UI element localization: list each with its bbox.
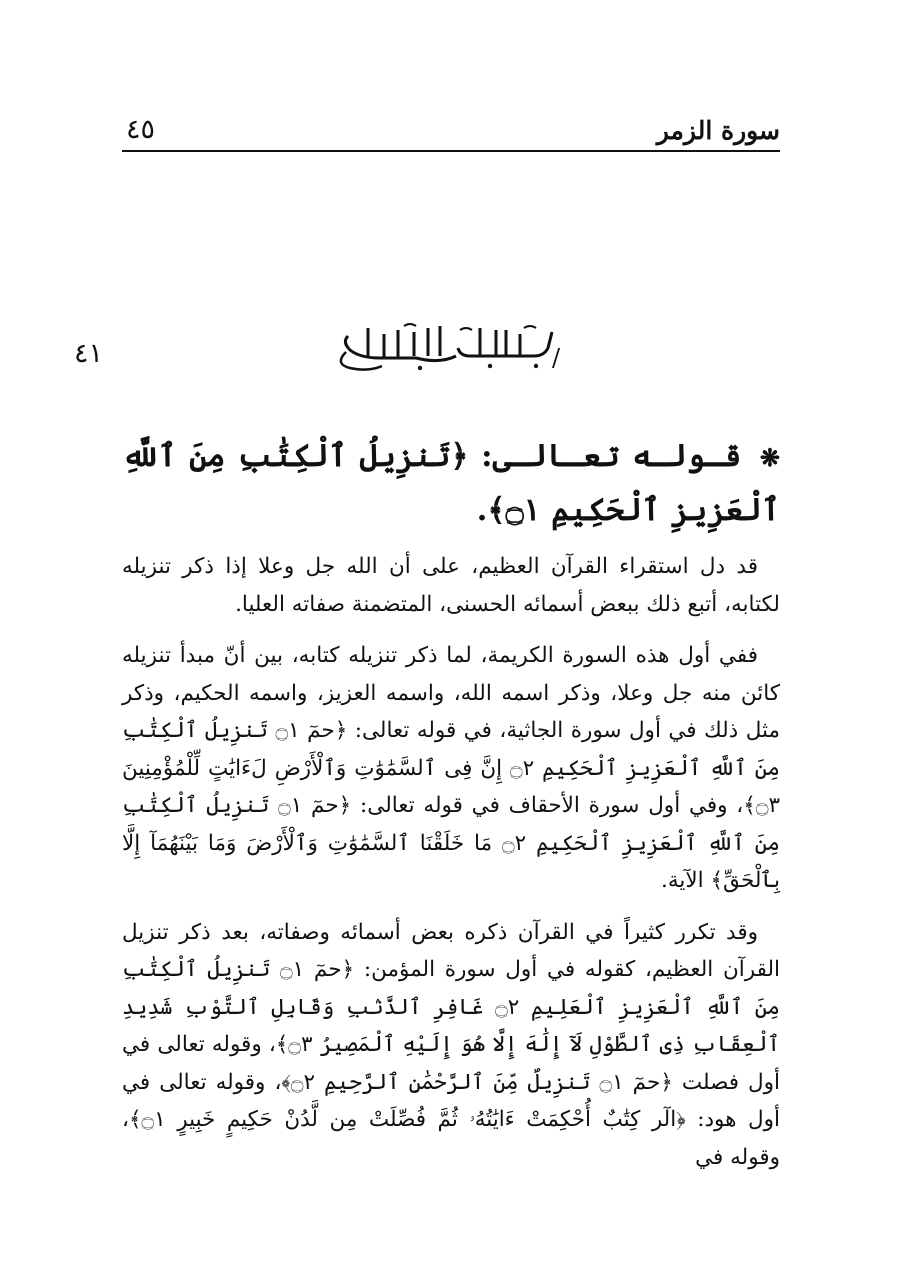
margin-page-number: ٤١ [74, 338, 104, 369]
paragraph: وقد تكرر كثيراً في القرآن ذكره بعض أسمائه وصفاته، بعد ذكر تنزيل القرآن العظيم، كقوله في أول سورة المؤمن: ﴿حمٓ ۝١ تَنزِيلُ ٱلْكِتَٰبِ مِنَ ٱللَّهِ ٱلْعَزِيزِ ٱلْعَلِيمِ ۝٢ غَافِرِ ٱلذَّنۢبِ وَقَابِلِ ٱلتَّوْبِ شَدِيدِ ٱلْعِقَابِ ذِى ٱلطَّوْلِ لَآ إِلَٰهَ إِلَّا هُوَ إِلَيْهِ ٱلْمَصِيرُ ۝٣﴾، وقوله تعالى في أول فصلت ﴿حمٓ ۝١ تَنزِيلٌ مِّنَ ٱلرَّحْمَٰنِ ٱلرَّحِيمِ ۝٢﴾، وقوله تعالى في أول هود: ﴿الٓر كِتَٰبٌ أُحْكِمَتْ ءَايَٰتُهُۥ ثُمَّ فُصِّلَتْ مِن لَّدُنْ حَكِيمٍ خَبِيرٍ ۝١﴾، وقوله في [122, 919, 781, 1170]
paragraph: قد دل استقراء القرآن العظيم، على أن الله جل وعلا إذا ذكر تنزيله لكتابه، أتبع ذلك ببعض أسمائه الحسنى، المتضمنة صفاته العليا. [122, 554, 780, 617]
basmala-calligraphy-graphic [320, 318, 560, 374]
page-body [122, 430, 780, 1190]
page-header [122, 110, 780, 152]
basmala-calligraphy [320, 318, 560, 374]
insertion-marker: / [552, 344, 561, 372]
heading-text: قـولـه تعـالـى: ﴿تَنزِيلُ ٱلْكِتَٰبِ مِنَ ٱللَّهِ ٱلْعَزِيزِ ٱلْحَكِيمِ ۝١﴾. [122, 438, 780, 528]
section-heading [122, 430, 780, 536]
page-number: ٤٥ [126, 114, 156, 145]
paragraph: ففي أول هذه السورة الكريمة، لما ذكر تنزيله كتابه، بين أنّ مبدأ تنزيله كائن منه جل وعلا، وذكر اسمه الله، واسمه العزيز، واسمه الحكيم، وذكر مثل ذلك في أول سورة الجاثية، في قوله تعالى: ﴿حمٓ ۝١ تَنزِيلُ ٱلْكِتَٰبِ مِنَ ٱللَّهِ ٱلْعَزِيزِ ٱلْحَكِيمِ ۝٢ إِنَّ فِى ٱلسَّمَٰوَٰتِ وَٱلْأَرْضِ لَءَايَٰتٍ لِّلْمُؤْمِنِينَ ۝٣﴾، وفي أول سورة الأحقاف في قوله تعالى: ﴿حمٓ ۝١ تَنزِيلُ ٱلْكِتَٰبِ مِنَ ٱللَّهِ ٱلْعَزِيزِ ٱلْحَكِيمِ ۝٢ مَا خَلَقْنَا ٱلسَّمَٰوَٰتِ وَٱلْأَرْضَ وَمَا بَيْنَهُمَآ إِلَّا بِٱلْحَقِّ﴾ الآية. [122, 643, 780, 893]
star-icon: ❋ [759, 443, 781, 472]
surah-title: سورة الزمر [656, 116, 780, 145]
